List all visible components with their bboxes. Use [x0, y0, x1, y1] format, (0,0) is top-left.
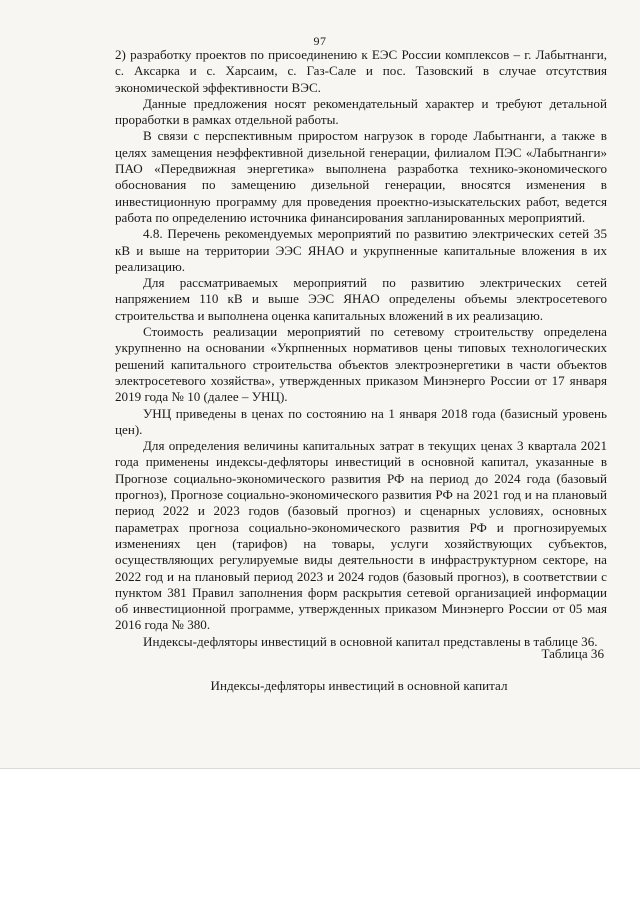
paragraph-table-reference: Индексы-дефляторы инвестиций в основной капитал представлены в таблице 36.	[143, 633, 598, 649]
paragraph-deflator-indices: Для определения величины капитальных затрат в текущих ценах 3 квартала 2021 года применены индексы-дефляторы инвестиций в основной капитал, указанные в Прогнозе социально-экономического развития РФ на период до 2024 года (базовый прогноз), Прогнозе социально-экономического развития РФ на 2021 год и на плановый период 2022 и 2023 годов (базовый прогноз) и сценарных условиях, основных параметрах прогноза социально-экономического развития РФ и прогнозируемых изменениях цен (тарифов) на товары, услуги хозяйствующих субъектов, осуществляющих регулируемые виды деятельности в инфраструктурном секторе, на 2022 год и на плановый период 2023 и 2024 годов (базовый прогноз), в соответствии с пунктом 381 Правил заполнения форм раскрытия сетевой организацией информации об инвестиционной программе, утвержденных приказом Минэнерго России от 05 мая 2016 года № 380.	[115, 438, 607, 633]
paragraph-connection-projects: 2) разработку проектов по присоединению к ЕЭС России комплексов – г. Лабытнанги, с. Аксарка и с. Харсаим, с. Газ-Сале и пос. Тазовский в случае отсутствия экономической эффективности ВЭС.	[115, 47, 607, 95]
paragraph-110kv-scope: Для рассматриваемых мероприятий по развитию электрических сетей напряжением 110 кВ и выше ЭЭС ЯНАО определены объемы электросетевого строительства и выполнена оценка капитальных вложений в их реализацию.	[115, 275, 607, 323]
paragraph-labytnangi-load-growth: В связи с перспективным приростом нагрузок в городе Лабытнанги, а также в целях замещения неэффективной дизельной генерации, филиалом ПЭС «Лабытнанги» ПАО «Передвижная энергетика» выполнена разработка технико-экономического обоснования по замещению дизельной генерации, вносятся изменения в инвестиционную программу для проведения проектно-изыскательских работ, ведется работа по определению источника финансирования запланированных мероприятий.	[115, 128, 607, 225]
table-title: Индексы-дефляторы инвестиций в основной капитал	[210, 678, 508, 693]
paragraph-unc-price-level: УНЦ приведены в ценах по состоянию на 1 января 2018 года (базисный уровень цен).	[115, 405, 607, 437]
paragraph-cost-basis: Стоимость реализации мероприятий по сетевому строительству определена укрупненно на основании «Укрпненных нормативов цены типовых технологических решений капитального строительства объектов электроэнергетики в части объектов электросетевого хозяйства», утвержденных приказом Минэнерго России от 17 января 2019 года № 10 (далее – УНЦ).	[115, 324, 607, 405]
table-label: Таблица 36	[541, 646, 604, 661]
page-number: 97	[313, 34, 327, 48]
paragraph-recommendations: Данные предложения носят рекомендательный характер и требуют детальной проработки в рамках отдельной работы.	[115, 95, 607, 128]
body-text	[115, 47, 607, 650]
section-heading-4-8: 4.8. Перечень рекомендуемых мероприятий по развитию электрических сетей 35 кВ и выше на территории ЭЭС ЯНАО и укрупненные капитальные вложения в их реализацию.	[115, 226, 607, 274]
